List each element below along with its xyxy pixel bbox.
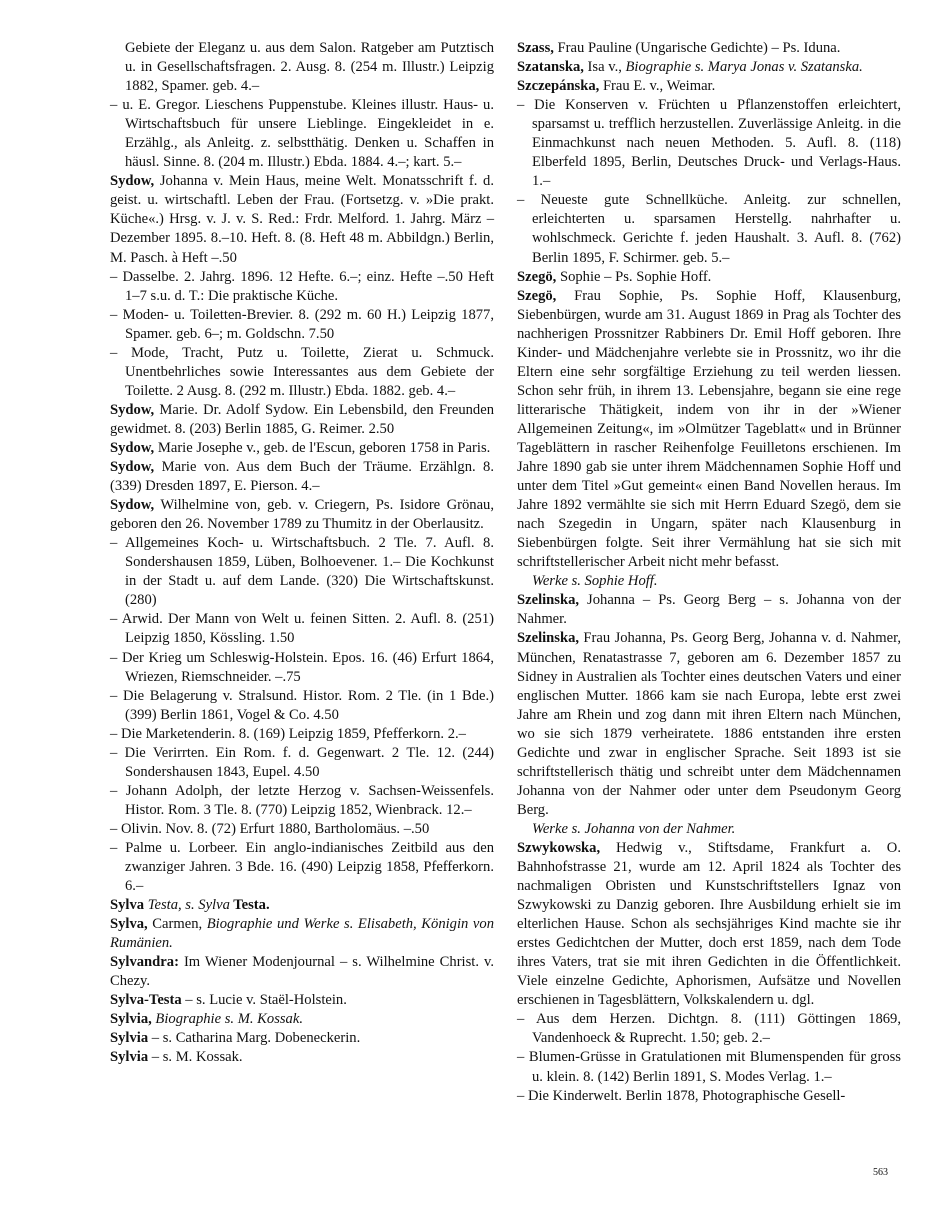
entry-headword: Szegö, bbox=[517, 268, 557, 285]
entry-text: – Mode, Tracht, Putz u. Toilette, Zierat u. Schmuck. Unentbehrliches sowie Interessantes aus dem Gebiete der Toilette. 2 Ausg. 8. (292 m. Illustr.) Ebda. 1882. geb. 4.– bbox=[110, 344, 494, 399]
entry-italic-text: Biographie s. M. Kossak. bbox=[155, 1011, 303, 1028]
entry-headword: Szegö, bbox=[517, 287, 557, 304]
publication-item bbox=[110, 306, 494, 344]
entry-paragraph bbox=[110, 991, 494, 1010]
entry-paragraph bbox=[517, 58, 901, 77]
entry-text: – Johann Adolph, der letzte Herzog v. Sachsen-Weissenfels. Histor. Rom. 3 Tle. 8. (770) Leipzig 1852, Wienbrack. 12.– bbox=[110, 782, 494, 818]
works-reference bbox=[517, 820, 901, 839]
entry-text: Hedwig v., Stiftsdame, Frankfurt a. O. Bahnhofstrasse 21, wurde am 12. April 1824 als Tochter des nachmaligen Obristen und Kunstschriftstellers Ignaz von Szwykowski zu Danzig geboren. Ihre Ausbildung erhielt sie im elterlichen Hause. Schon als sechsjähriges Kind machte sie ihr erstes Gedichtchen der Mutter, doch erst 1859, nach dem Tode ihres Vaters, trat sie mit ihren Gedichten in die Öffentlichkeit. Viele einzelne Gedichte, Aphorismen, Aufsätze und Novellen erschienen in Tagesblättern, Volkskalendern u. dgl. bbox=[517, 839, 901, 1009]
entry-headword: Sydow, bbox=[110, 459, 155, 476]
entry-text: – Dasselbe. 2. Jahrg. 1896. 12 Hefte. 6.–; einz. Hefte –.50 Heft 1–7 s.u. d. T.: Die praktische Küche. bbox=[110, 268, 494, 304]
publication-item bbox=[110, 534, 494, 610]
publication-item bbox=[110, 839, 494, 896]
entry-headword: Sydow, bbox=[110, 401, 155, 418]
entry-headword: Sylva-Testa bbox=[110, 992, 182, 1009]
publication-item bbox=[517, 1087, 901, 1106]
entry-italic-text: Biographie s. Marya Jonas v. Szatanska. bbox=[625, 59, 863, 76]
entry-text: Johanna v. Mein Haus, meine Welt. Monatsschrift f. d. geist. u. wirtschaftl. Leben der Frau. (Fortsetzg. v. »Die prakt. Küche«.) Hrsg. v. J. v. S. Red.: Frdr. Melford. 1. Jahrg. März – Dezember 1895. 8.–10. Heft. 8. (8. Heft 48 m. Abbildgn.) Berlin, M. Pasch. à Heft –.50 bbox=[110, 173, 494, 266]
entry-text: – s. Catharina Marg. Dobeneckerin. bbox=[148, 1030, 361, 1047]
publication-item bbox=[110, 744, 494, 782]
entry-text: – Die Kinderwelt. Berlin 1878, Photographische Gesell- bbox=[517, 1087, 846, 1104]
entry-text: Carmen, bbox=[147, 916, 207, 933]
entry-headword: Sylva bbox=[110, 897, 145, 914]
entry-paragraph bbox=[110, 915, 494, 953]
works-reference bbox=[517, 572, 901, 591]
entry-paragraph bbox=[517, 839, 901, 1010]
publication-item bbox=[110, 687, 494, 725]
entry-headword: Sydow, bbox=[110, 497, 155, 514]
entry-paragraph bbox=[110, 439, 494, 458]
entry-text: – Neueste gute Schnellküche. Anleitg. zur schnellen, erleichterten u. sparsamen Herstellg. nahrhafter u. wohlschmeck. Gerichte f. jeden Haushalt. 3. Aufl. 8. (762) Berlin 1895, F. Schirmer. geb. 5.– bbox=[517, 192, 901, 266]
entry-text: Frau E. v., Weimar. bbox=[599, 78, 716, 95]
publication-item bbox=[517, 96, 901, 191]
entry-paragraph bbox=[517, 591, 901, 629]
entry-italic-text: Biographie und Werke s. Elisabeth, Königin von Rumänien. bbox=[110, 916, 494, 952]
entry-text: – Palme u. Lorbeer. Ein anglo-indianisches Zeitbild aus den zwanziger Jahren. 3 Bde. 16. (490) Leipzig 1858, Pfefferkorn. 6.– bbox=[110, 839, 494, 895]
entry-text: – Der Krieg um Schleswig-Holstein. Epos. 16. (46) Erfurt 1864, Wriezen, Riemschneider. –.75 bbox=[110, 649, 494, 685]
entry-headword: Sylva, bbox=[110, 916, 148, 933]
entry-headword: Szelinska, bbox=[517, 592, 580, 609]
entry-text: – Blumen-Grüsse in Gratulationen mit Blumenspenden für gross u. klein. 8. (142) Berlin 1891, S. Modes Verlag. 1.– bbox=[517, 1049, 901, 1085]
publication-item bbox=[110, 344, 494, 401]
left-column bbox=[110, 39, 494, 1068]
entry-paragraph bbox=[110, 172, 494, 267]
continued-paragraph bbox=[110, 39, 494, 96]
entry-paragraph bbox=[110, 401, 494, 439]
entry-text: Frau Pauline (Ungarische Gedichte) – Ps. Iduna. bbox=[553, 40, 841, 56]
entry-text: – Die Konserven v. Früchten u Pflanzenstoffen erleichtert, sparsamst u. trefflich herzustellen. Zuverlässige Anleitg. in die Einmachkunst nach neuen Methoden. 5. Aufl. 8. (118) Elberfeld 1895, Berlin, Deutsches Druck- und Verlags-Haus. 1.– bbox=[517, 97, 901, 190]
entry-text: – Die Verirrten. Ein Rom. f. d. Gegenwart. 2 Tle. 12. (244) Sondershausen 1843, Eupel. 4.50 bbox=[110, 744, 494, 780]
publication-item bbox=[517, 1010, 901, 1048]
entry-text: Wilhelmine von, geb. v. Criegern, Ps. Isidore Grönau, geboren den 26. November 1789 zu Thumitz in der Oberlausitz. bbox=[110, 497, 494, 533]
entry-paragraph bbox=[110, 496, 494, 534]
entry-paragraph bbox=[517, 77, 901, 96]
entry-text: – Die Marketenderin. 8. (169) Leipzig 1859, Pfefferkorn. 2.– bbox=[110, 725, 466, 742]
entry-paragraph bbox=[110, 458, 494, 496]
entry-paragraph bbox=[110, 1048, 494, 1067]
entry-paragraph bbox=[110, 896, 494, 915]
entry-text: Isa v., bbox=[583, 59, 626, 76]
entry-paragraph bbox=[517, 268, 901, 287]
entry-headword: Sylvia, bbox=[110, 1011, 152, 1028]
publication-item bbox=[110, 610, 494, 648]
entry-text: – Allgemeines Koch- u. Wirtschaftsbuch. 2 Tle. 7. Aufl. 8. Sondershausen 1859, Lüben, Bolhoevener. 1.– Die Kochkunst in der Stadt u. auf dem Lande. (320) Die Wirtschaftskunst. (280) bbox=[110, 535, 494, 609]
entry-text: Frau Johanna, Ps. Georg Berg, Johanna v. d. Nahmer, München, Renatastrasse 7, geboren am 6. Dezember 1857 zu Sidney in Australien als Tochter eines deutschen Vaters und einer englischen Mutter. 1866 kam sie nach Europa, lebte erst zwei Jahre am Rhein und zog dann mit ihren Eltern nach München, wo sie sich 1879 verheiratete. 1886 entstanden ihre ersten Gedichte und zwar in englischer Sprache. Seit 1893 ist sie schriftstellerisch thätig und schreibt unter dem Mädchennamen Johanna von der Nahmer oder unter dem Pseudonym Georg Berg. bbox=[517, 630, 901, 818]
entry-text: – u. E. Gregor. Lieschens Puppenstube. Kleines illustr. Haus- u. Wirtschaftsbuch für unsere Lieblinge. Eingekleidet in e. Erzählg., als Anleitg. z. selbstthätig. Denken u. Schaffen in häusl. Sinne. 8. (204 m. Illustr.) Ebda. 1884. 4.–; kart. 5.– bbox=[110, 97, 494, 171]
entry-text: Johanna – Ps. Georg Berg – s. Johanna von der Nahmer. bbox=[517, 592, 901, 628]
entry-headword: Szatanska, bbox=[517, 59, 584, 76]
entry-paragraph bbox=[110, 1029, 494, 1048]
publication-item bbox=[110, 649, 494, 687]
entry-headword: Szczepánska, bbox=[517, 78, 600, 95]
entry-headword: Sydow, bbox=[110, 173, 155, 190]
entry-headword: Szwykowska, bbox=[517, 839, 601, 856]
entry-text: Im Wiener Modenjournal – s. Wilhelmine Christ. v. Chezy. bbox=[110, 954, 494, 990]
page-number: 563 bbox=[873, 1167, 888, 1178]
publication-item bbox=[110, 268, 494, 306]
right-column bbox=[517, 39, 901, 1106]
entry-text: Frau Sophie, Ps. Sophie Hoff, Klausenburg, Siebenbürgen, wurde am 31. August 1869 in Prag als Tochter des nachherigen Prossnitzer Rabbiners Dr. Emil Hoff geboren. Ihre Kinder- und Mädchenjahre verlebte sie in Prossnitz, wo ihr die Eltern eine sehr sorgfältige Erziehung zu teil werden liessen. Schon sehr früh, in ihrem 13. Lebensjahre, begann sie eine rege litterarische Thätigkeit, indem von ihr in der »Wiener Allgemeinen Zeitung«, im »Olmützer Tageblatt« und in Brünner Tageblättern in rascher Reihenfolge Feuilletons erschienen. Im Jahre 1890 gab sie unter ihrem Mädchennamen Sophie Hoff und unter dem Titel »Gut gemeint« einen Band Novellen heraus. Im Jahre 1892 vermählte sie sich mit Herrn Eduard Szegö, dem sie nach Szegedin in Ungarn, später nach Klausenburg in Siebenbürgen folgte. Seit ihrer Vermählung hat sie sich mit schriftstellerischer Arbeit nicht mehr befasst. bbox=[517, 287, 901, 571]
entry-italic-text: Testa, s. Sylva bbox=[144, 897, 230, 914]
entry-text: Marie Josephe v., geb. de l'Escun, geboren 1758 in Paris. bbox=[154, 439, 491, 456]
publication-item bbox=[517, 191, 901, 267]
entry-text: – Die Belagerung v. Stralsund. Histor. Rom. 2 Tle. (in 1 Bde.) (399) Berlin 1861, Vogel & Co. 4.50 bbox=[110, 687, 494, 723]
entry-headword: Sylvia bbox=[110, 1030, 149, 1047]
entry-paragraph bbox=[517, 287, 901, 573]
entry-headword: Sylvandra: bbox=[110, 954, 179, 971]
entry-headword: Szass, bbox=[517, 40, 554, 56]
entry-text: Marie von. Aus dem Buch der Träume. Erzählgn. 8. (339) Dresden 1897, E. Pierson. 4.– bbox=[110, 459, 494, 495]
publication-item bbox=[517, 1048, 901, 1086]
entry-paragraph bbox=[517, 39, 901, 58]
entry-paragraph bbox=[110, 1010, 494, 1029]
entry-text: – Arwid. Der Mann von Welt u. feinen Sitten. 2. Aufl. 8. (251) Leipzig 1850, Kössling. 1.50 bbox=[110, 611, 494, 647]
entry-headword: Sydow, bbox=[110, 439, 155, 456]
entry-text: – Olivin. Nov. 8. (72) Erfurt 1880, Bartholomäus. –.50 bbox=[110, 820, 430, 837]
entry-headword: Szelinska, bbox=[517, 630, 580, 647]
entry-text: Marie. Dr. Adolf Sydow. Ein Lebensbild, den Freunden gewidmet. 8. (203) Berlin 1885, G. Reimer. 2.50 bbox=[110, 401, 494, 437]
entry-paragraph bbox=[110, 953, 494, 991]
entry-text: Sophie – Ps. Sophie Hoff. bbox=[556, 268, 712, 285]
publication-item bbox=[110, 782, 494, 820]
entry-paragraph bbox=[517, 629, 901, 819]
entry-text: – s. M. Kossak. bbox=[148, 1049, 243, 1066]
publication-item bbox=[110, 725, 494, 744]
entry-text: – Aus dem Herzen. Dichtgn. 8. (111) Göttingen 1869, Vandenhoeck & Ruprecht. 1.50; geb. 2.– bbox=[517, 1011, 901, 1047]
works-text: Werke s. Johanna von der Nahmer. bbox=[532, 820, 736, 837]
entry-headword-tail: Testa. bbox=[229, 897, 270, 914]
publication-item bbox=[110, 820, 494, 839]
entry-text: Gebiete der Eleganz u. aus dem Salon. Ratgeber am Putztisch u. in Gesellschaftsfragen. 2. Ausg. 8. (254 m. Illustr.) Leipzig 1882, Spamer. geb. 4.– bbox=[125, 40, 494, 95]
works-text: Werke s. Sophie Hoff. bbox=[532, 573, 658, 590]
entry-text: – Moden- u. Toiletten-Brevier. 8. (292 m. 60 H.) Leipzig 1877, Spamer. geb. 6–; m. Goldschn. 7.50 bbox=[110, 306, 494, 342]
publication-item bbox=[110, 96, 494, 172]
entry-text: – s. Lucie v. Staël-Holstein. bbox=[181, 992, 347, 1009]
entry-headword: Sylvia bbox=[110, 1049, 149, 1066]
